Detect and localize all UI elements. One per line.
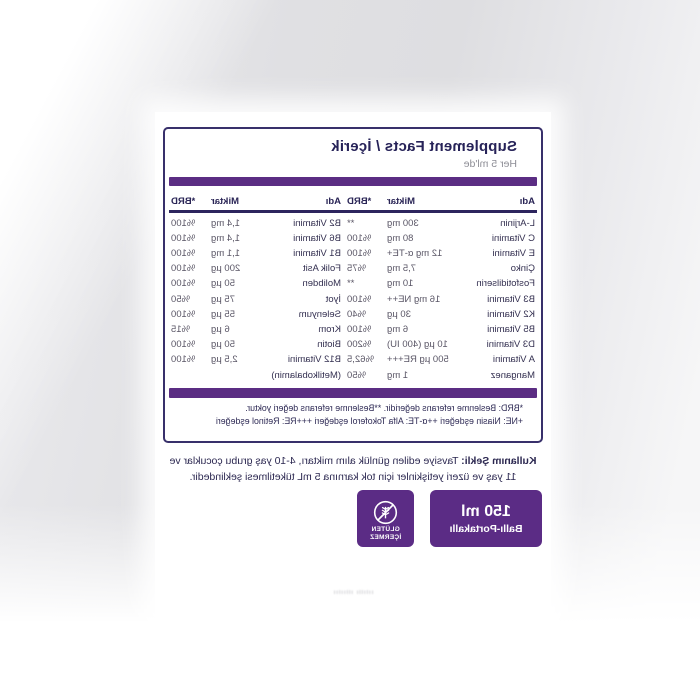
- nutrient-amount: 55 µg: [211, 308, 235, 320]
- nutrient-name: B2 Vitamini: [293, 217, 341, 229]
- nutrient-brd: %50: [171, 293, 191, 305]
- nutrient-name: Krom: [318, 323, 341, 335]
- col-header-name: Adı: [519, 196, 535, 207]
- nutrient-amount: 80 mg: [387, 232, 414, 244]
- col-header-name: Adı: [325, 196, 341, 207]
- nutrient-name: B6 Vitamini: [293, 232, 341, 244]
- title-block: [165, 138, 517, 170]
- nutrient-amount: 75 µg: [211, 293, 235, 305]
- header-bar: [169, 177, 537, 186]
- nutrient-name: B5 Vitamini: [487, 323, 535, 335]
- nutrient-amount: 300 mg: [387, 217, 419, 229]
- nutrient-brd: %100: [171, 217, 196, 229]
- nutrient-amount: 1,1 mg: [211, 247, 241, 259]
- table-row: [347, 368, 535, 383]
- table-row: [347, 231, 535, 246]
- nutrient-amount: 10 µg (400 IU): [387, 339, 448, 351]
- table-row: [171, 246, 341, 261]
- nutrient-brd: %100: [171, 278, 196, 290]
- table-header: [171, 196, 535, 207]
- nutrient-brd: [171, 368, 211, 383]
- panel-title: Supplement Facts / İçerik: [331, 138, 517, 155]
- table-row: [171, 261, 341, 276]
- header-group-right: [171, 196, 341, 207]
- nutrient-amount: 30 µg: [387, 308, 411, 320]
- nutrient-name: B1 Vitamini: [293, 247, 341, 259]
- col-header-brd: *BRD: [347, 196, 372, 207]
- nutrient-amount: 1,4 mg: [211, 232, 241, 244]
- table-row: [171, 276, 341, 291]
- table-row: [347, 337, 535, 352]
- gluten-badge-line1: GLÜTEN: [371, 526, 400, 533]
- nutrient-brd: **: [347, 278, 355, 290]
- table-row: [347, 246, 535, 261]
- supplement-label: [155, 112, 551, 617]
- table-row: [171, 231, 341, 246]
- nutrient-brd: %75: [347, 263, 367, 275]
- nutrient-brd: %100: [171, 263, 196, 275]
- illegible-fine-print: ıılıllı ıllıılıı: [332, 590, 374, 596]
- nutrient-amount: 6 µg: [211, 323, 230, 335]
- supplement-facts-panel: [163, 127, 543, 443]
- nutrient-name: İyot: [325, 293, 341, 305]
- table-group-left: [347, 216, 535, 383]
- nutrient-brd: %200: [347, 339, 372, 351]
- header-divider: [169, 210, 537, 213]
- gluten-free-badge: [357, 490, 414, 547]
- table-row: [171, 292, 341, 307]
- nutrient-name: B12 Vitamini: [287, 354, 341, 366]
- nutrient-name: Biotin: [317, 339, 341, 351]
- nutrient-brd: %100: [347, 293, 372, 305]
- flavor-text: Ballı-Portakallı: [449, 522, 523, 535]
- nutrient-amount: 2,5 µg: [211, 354, 238, 366]
- footer-bar: [169, 388, 537, 398]
- col-header-amount: Miktar: [387, 196, 415, 207]
- nutrient-name: E Vitamini: [492, 247, 535, 259]
- table-group-right: [171, 216, 341, 383]
- nutrient-brd: %40: [347, 308, 367, 320]
- usage-instructions: [165, 453, 541, 485]
- nutrient-amount: 1,4 mg: [211, 217, 241, 229]
- table-row: [347, 261, 535, 276]
- col-header-brd: *BRD: [171, 196, 196, 207]
- serving-size: Her 5 ml'de: [463, 158, 517, 170]
- nutrient-name: D3 Vitamini: [486, 339, 535, 351]
- nutrient-brd: %100: [171, 232, 196, 244]
- footnote-brd: *BRD: Beslenme referans değeridir. **Beslenme referans değeri yoktur.: [245, 402, 523, 413]
- nutrient-brd: %100: [171, 308, 196, 320]
- nutrient-amount: [211, 368, 269, 383]
- nutrient-brd: %50: [347, 369, 367, 381]
- table-row: [347, 352, 535, 367]
- nutrient-brd: %100: [347, 232, 372, 244]
- nutrient-brd: %100: [347, 323, 372, 335]
- nutrient-name: C Vitamini: [491, 232, 535, 244]
- table-row: [347, 276, 535, 291]
- nutrient-amount: 500 µg RE+++: [387, 354, 449, 366]
- table-row: [171, 216, 341, 231]
- gluten-badge-line2: İÇERMEZ: [369, 533, 402, 541]
- usage-label: Kullanım Şekli:: [461, 455, 537, 467]
- nutrient-brd: %100: [347, 247, 372, 259]
- header-group-left: [347, 196, 535, 207]
- nutrient-name: L-Arjinin: [500, 217, 535, 229]
- nutrient-name: (Metilkobalamin): [271, 369, 341, 381]
- table-row: [171, 307, 341, 322]
- col-header-amount: Miktar: [211, 196, 239, 207]
- nutrient-amount: 1 mg: [387, 369, 409, 381]
- nutrient-amount: 10 mg: [387, 278, 414, 290]
- nutrient-name: Folik Asit: [302, 263, 341, 275]
- nutrient-amount: 12 mg α-TE+: [387, 247, 443, 259]
- table-row: [347, 307, 535, 322]
- nutrient-amount: 16 mg NE++: [387, 293, 441, 305]
- nutrient-brd: %100: [171, 339, 196, 351]
- nutrient-amount: 7,5 mg: [387, 263, 417, 275]
- footnotes: [171, 402, 523, 428]
- table-row: [171, 368, 341, 383]
- table-row: [171, 322, 341, 337]
- volume-text: 150 ml: [461, 502, 511, 520]
- nutrient-brd: %15: [171, 323, 191, 335]
- nutrient-name: B3 Vitamini: [487, 293, 535, 305]
- table-row: [171, 337, 341, 352]
- table-row: [347, 292, 535, 307]
- table-row: [171, 352, 341, 367]
- usage-text: Tavsiye edilen günlük alım miktarı, 4-10 yaş grubu çocuklar ve 11 yaş ve üzeri yetişkinler için tok karnına 5 mL tüketilmesi şeklindedir.: [169, 455, 517, 483]
- volume-flavor-badge: [430, 490, 542, 547]
- nutrient-name: A Vitamini: [492, 354, 535, 366]
- nutrient-brd: %100: [171, 247, 196, 259]
- nutrient-brd: %62,5: [347, 354, 374, 366]
- nutrient-name: Fosfotidilserin: [476, 278, 535, 290]
- nutrient-name: Çinko: [510, 263, 535, 275]
- nutrient-brd: %100: [171, 354, 196, 366]
- table-body: [171, 216, 535, 383]
- nutrient-amount: 50 µg: [211, 278, 235, 290]
- nutrient-amount: 50 µg: [211, 339, 235, 351]
- footnote-equivalents: +NE: Niasin eşdeğeri ++α-TE: Alfa Tokoferol eşdeğeri +++RE: Retinol eşdeğeri: [215, 415, 523, 426]
- nutrient-amount: 200 µg: [211, 263, 241, 275]
- nutrient-name: K2 Vitamini: [487, 308, 535, 320]
- nutrient-brd: **: [347, 217, 355, 229]
- table-row: [347, 322, 535, 337]
- table-row: [347, 216, 535, 231]
- gluten-free-icon: [372, 499, 399, 526]
- nutrient-name: Selenyum: [298, 308, 341, 320]
- nutrient-amount: 6 mg: [387, 323, 409, 335]
- nutrient-name: Manganez: [490, 369, 535, 381]
- nutrient-name: Molibden: [302, 278, 341, 290]
